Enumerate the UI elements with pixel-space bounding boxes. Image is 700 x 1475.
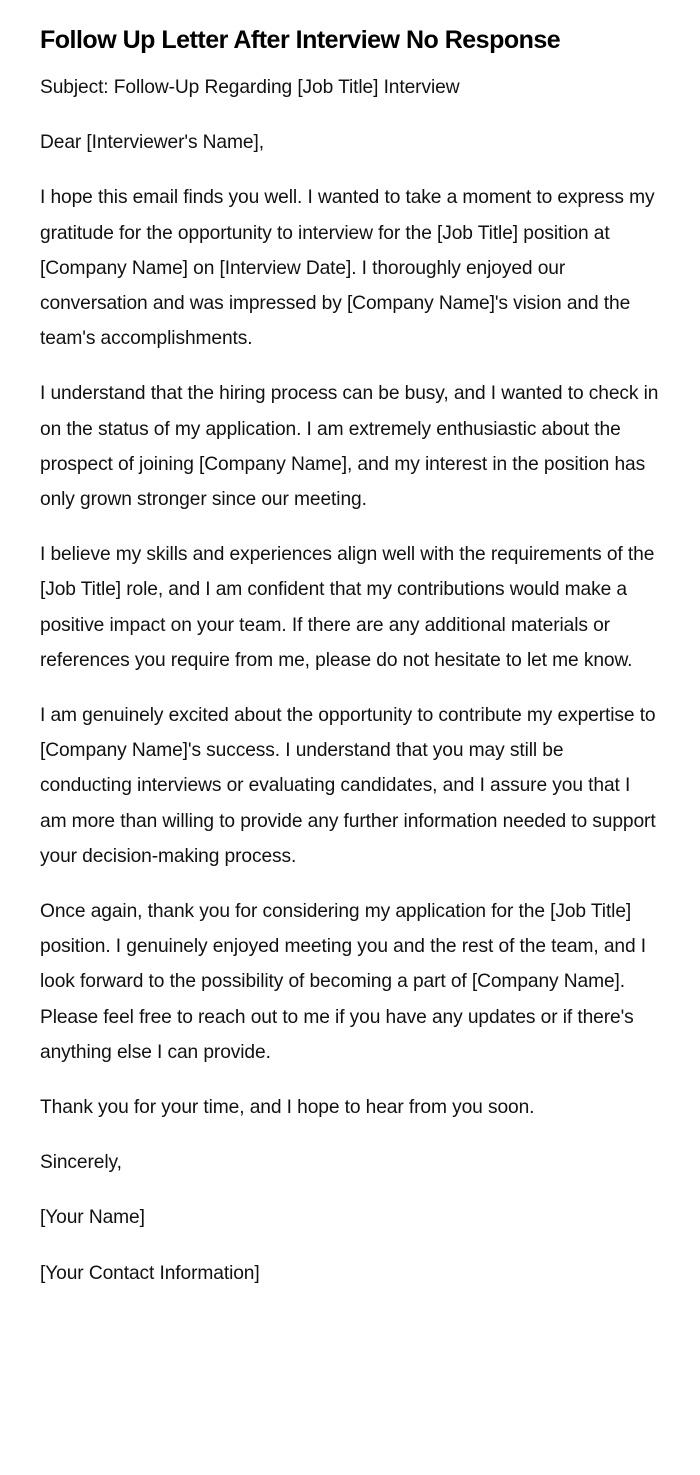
- body-paragraph: I believe my skills and experiences align well with the requirements of the [Job Title] role, and I am confident that my contributions would make a positive impact on your team. If there are any additional materials or references you require from me, please do not hesitate to let me know.: [40, 544, 655, 671]
- signature-name: [Your Name]: [40, 1207, 145, 1229]
- body-paragraph: I am genuinely excited about the opportunity to contribute my expertise to [Company Name]'s success. I understand that you may still be conducting interviews or evaluating candidates, and I assure you that I am more than willing to provide any further information needed to support your decision-making process.: [40, 705, 656, 867]
- body-paragraph: Once again, thank you for considering my application for the [Job Title] position. I genuinely enjoyed meeting you and the rest of the team, and I look forward to the possibility of becoming a part of [Company Name]. Please feel free to reach out to me if you have any updates or if there's anything else I can provide.: [40, 901, 647, 1063]
- contact-information: [Your Contact Information]: [40, 1262, 260, 1284]
- body-paragraph: Thank you for your time, and I hope to hear from you soon.: [40, 1097, 535, 1119]
- salutation: Dear [Interviewer's Name],: [40, 132, 264, 154]
- page-title: Follow Up Letter After Interview No Response: [40, 26, 561, 54]
- body-paragraph: I hope this email finds you well. I wanted to take a moment to express my gratitude for the opportunity to interview for the [Job Title] position at [Company Name] on [Interview Date]. I thoroughly enjoyed our conversation and was impressed by [Company Name]'s vision and the team's accomplishments.: [40, 187, 655, 350]
- closing: Sincerely,: [40, 1152, 122, 1174]
- subject-line: Subject: Follow-Up Regarding [Job Title] Interview: [40, 77, 460, 98]
- body-paragraph: I understand that the hiring process can be busy, and I wanted to check in on the status of my application. I am extremely enthusiastic about the prospect of joining [Company Name], and my interest in the position has only grown stronger since our meeting.: [40, 383, 659, 511]
